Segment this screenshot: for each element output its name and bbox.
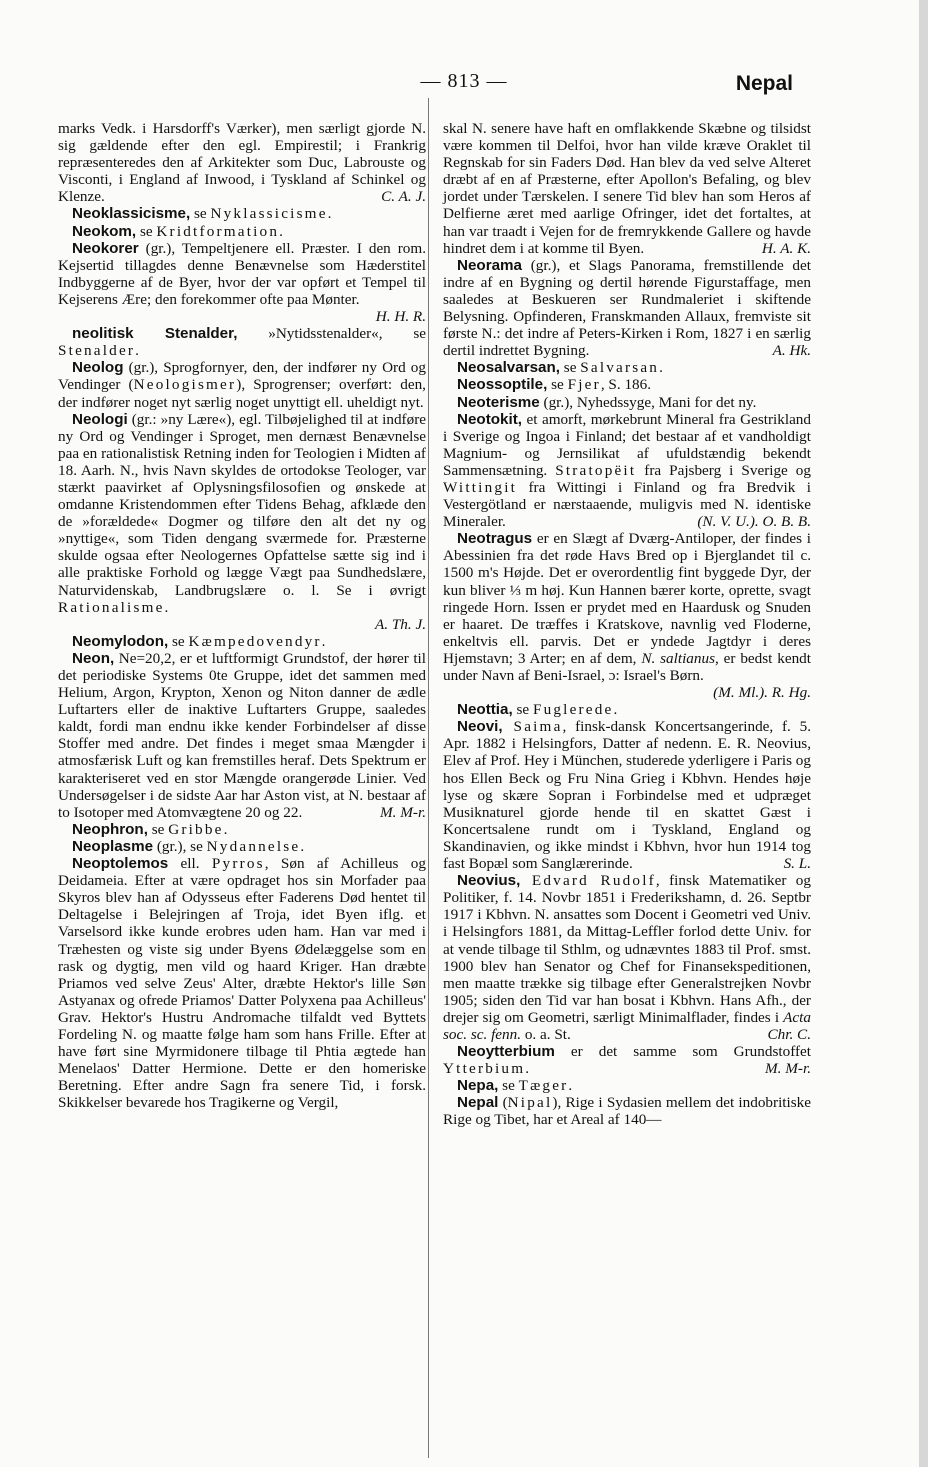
right-column	[443, 120, 811, 1129]
signature: A. Th. J.	[374, 615, 426, 633]
entry-neolitisk-stenalder: neolitisk Stenalder, »Nytidsstenalder«, se Stenalder.	[58, 325, 426, 360]
entry-neovius: Neovius, Edvard Rudolf, finsk Matematiker og Politiker, f. 14. Novbr 1851 i Frederikshamn, d. 26. Septbr 1917 i Kbhvn. N. ansattes som Docent i Geometri ved Univ. i Helsingfors 1881, da Mittag-Leffler forlod dette Univ. for at vende tilbage til Sthlm, og udnævntes 1883 til Prof. smst. 1900 blev han Senator og Chef for Finansekspeditionen, men maatte trække sig tilbage efter Generalstrejken Novbr 1905; siden den Tid var han bosat i Kbhvn. Hans Afh., der drejer sig om Geometri, særligt Minimalflader, findes i Acta soc. sc. fenn. o. a. St. Chr. C.	[443, 872, 811, 1043]
entry-neotokit: Neotokit, et amorft, mørkebrunt Mineral fra Gestrikland i Sverige og Ingoa i Finland; det bestaar af et vandholdigt Magnium- og Jernsilikat af ufuldstændig bekendt Sammensætning. Stratopëit fra Pajsberg i Sverige og Wittingit fra Wittingi i Finland og fra Bredvik i Vestergötland er nærstaaende, muligvis med N. identiske Mineraler. (N. V. U.). O. B. B.	[443, 410, 811, 531]
entry-neoklassicisme: Neoklassicisme, se Nyklassicisme.	[72, 205, 332, 223]
entry-neophron: Neophron, se Gribbe.	[72, 820, 228, 838]
entry-neologi: Neologi (gr.: »ny Lære«), egl. Tilbøjelighed til at indføre ny Ord og Vendinger i Sproget, men dernæst Benævnelse paa en rationalistisk Retning inden for Teologien i Midten af 18. Aarh. N., hvis Navn skyldes de ortodokse Teologer, var stærkt paavirket af Oplysningsfilosofien og ønskede at omdanne Kristendommen efter Tidens Behag, afklæde den de »forældede« Dogmer og tilføre den alt det ny og »nyttige«, som Tiden dengang sværmede for. Præsterne skulde ogsaa efter Neologernes Opfattelse sætte sig ind i alle praktiske Forhold og lægge Vægt paa Sundhedslære, Naturvidenskab, Landbrugslære o. l. Se i øvrigt Rationalisme.	[58, 410, 426, 616]
entry-neoptolemos-continued: skal N. senere have haft en omflakkende Skæbne og tilsidst være kommen til Delfoi, hvor han vilde kræve Oraklet til Regnskab for sin Faders Død. Han blev da ved selve Alteret dræbt af en af Præsterne, efter Apollon's Befaling, og blev jordet under Tærskelen. I senere Tid blev han som Heros af Delfierne æret med aarlige Ofringer, idet det fortaltes, at han var traadt i Vejen for de fremrykkende Gallere og havde hindret dem i at komme til Byen. H. A. K.	[443, 120, 811, 257]
page-number: — 813 —	[420, 70, 508, 92]
entry-neorama: Neorama (gr.), et Slags Panorama, fremstillende det indre af en Bygning og dertil hørende Figurstaffage, men saaledes at Beskueren ser Rundmaleriet i skiftende Belysning. Opfinderen, Franskmanden Allaux, fremviste sit første N.: det indre af Peters-Kirken i Rom, 1827 i en særlig dertil indrettet Bygning. A. Hk.	[443, 256, 811, 360]
entry-nepal: Nepal (Nipal), Rige i Sydasien mellem det indobritiske Rige og Tibet, har et Areal af 140—	[443, 1094, 811, 1129]
entry-continuation: marks Vedk. i Harsdorff's Værker), men særligt gjorde N. sig gældende efter den egl. Empirestil; i Frankrig repræsenteredes den af Arkitekter som Duc, Labrouste og Visconti, i England af Inwood, i Tyskland af Schinkel og Klenze. C. A. J.	[58, 120, 426, 206]
entry-neomylodon: Neomylodon, se Kæmpedovendyr.	[72, 632, 326, 650]
entry-neotragus: Neotragus er en Slægt af Dværg-Antiloper, der findes i Abessinien fra det røde Havs Bred op i Bjerglandet til c. 1500 m's Højde. Det er overordentlig fint byggede Dyr, der kun bliver ⅓ m høj. Kun Hannen bærer korte, oprette, svagt ringede Horn. Issen er prydet med en Haardusk og Snuden er haaret. De træffes i Kratskove, navnlig ved Floderne, enkeltvis ell. parvis. Det er yndede Jagtdyr i deres Hjemstavn; 3 Arter; en af dem, N. saltianus, er bedst kendt under Navn af Beni-Israel, ɔ: Israel's Børn. (M. Ml.). R. Hg.	[443, 530, 811, 702]
entry-neolog: Neolog (gr.), Sprogfornyer, den, der indfører ny Ord og Vendinger (Neologismer), Sprogrenser; overført: den, der indfører noget nyt særlig noget unyttigt ell. uheldigt nyt.	[58, 359, 426, 411]
entry-neovi: Neovi, Saima, finsk-dansk Koncertsangerinde, f. 5. Apr. 1882 i Helsingfors, Datter af nedenn. E. R. Neovius, Elev af Prof. Hey i München, studerede yderligere i Paris og hos Ellen Beck og Fru Nina Grieg i Kbhvn. Hendes høje lyse og skære Sopran i Forbindelse med et udpræget Musiknaturel gjorde hende til en skattet Gæst i Koncertsalene rundt om i Tyskland, England og Skandinavien, og ikke mindst i Kbhvn, hvor hun 1914 tog fast Bopæl som Sanglærerinde. S. L.	[443, 718, 811, 873]
entry-neottia: Neottia, se Fuglerede.	[457, 701, 618, 719]
entry-neossoptile: Neossoptile, se Fjer, S. 186.	[457, 376, 652, 394]
entry-neokom: Neokom, se Kridtformation.	[72, 222, 283, 240]
entry-neoytterbium: Neoytterbium er det samme som Grundstoffet Ytterbium. M. M-r.	[443, 1043, 811, 1078]
left-column	[58, 120, 426, 1111]
entry-neon: Neon, Ne=20,2, er et luftformigt Grundstof, der hører til det periodiske Systems 0te Gruppe, idet det sammen med Helium, Argon, Krypton, Xenon og Niton danner de ædle Luftarters eller de inaktive Luftarters Gruppe, saaledes kaldt, fordi man endnu ikke kender Forbindelser af disse Stoffer med andre. Det findes i meget smaa Mængder i atmosfærisk Luft og kan fremstilles heraf. Dets Spektrum er karakteriseret ved en stor Mængde orangerøde Linier. Ved Undersøgelser i de sidste Aar har Aston vist, at N. bestaar af to Isotoper med Atomvægtene 20 og 22. M. M-r.	[58, 649, 426, 821]
entry-neosalvarsan: Neosalvarsan, se Salvarsan.	[457, 359, 663, 377]
running-head: Nepal	[735, 72, 793, 95]
column-rule	[428, 98, 429, 1458]
entry-nepa: Nepa, se Tæger.	[457, 1077, 573, 1095]
entry-neoterisme: Neoterisme (gr.), Nyhedssyge, Mani for det ny.	[457, 393, 757, 411]
entry-neoplasme: Neoplasme (gr.), se Nydannelse.	[72, 837, 305, 855]
entry-neokorer: Neokorer (gr.), Tempeltjenere ell. Præster. I den rom. Kejsertid tillagdes denne Benævnelse som Hæderstitel Indbyggerne af de Byer, hvor der var opført et Tempel til Kejserens Ære; den forekommer ofte paa Mønter. H. H. R.	[58, 239, 426, 326]
entry-neoptolemos: Neoptolemos ell. Pyrros, Søn af Achilleus og Deidameia. Efter at være opdraget hos sin Morfader paa Skyros blev han af Odysseus efter Faderens Død hentet til Deltagelse i Belejringen af Troja, idet Byen iflg. et Varselsord ikke kunde erobres uden ham. Han var med i Træhesten og viste sig under Byens Ødelæggelse som en rask og dygtig, men vild og haard Kriger. Han dræbte Priamos ved selve Zeus' Alter, dræbte Hektor's lille Søn Astyanax og ofrede Priamos' Datter Polyxena paa Achilleus' Grav. Hektor's Hustru Andromache tilfaldt ved Byttets Fordeling N. og maatte følge ham som hans Frille. Efter at have ført sine Myrmidonere tilbage til Phtia ægtede han Menelaos' Datter Hermione. Dette er den homeriske Beretning. Efter andre Sagn fra senere Tid, i forsk. Skikkelser bevarede hos Tragikerne og Vergil,	[58, 855, 426, 1112]
page-edge	[919, 0, 928, 1467]
